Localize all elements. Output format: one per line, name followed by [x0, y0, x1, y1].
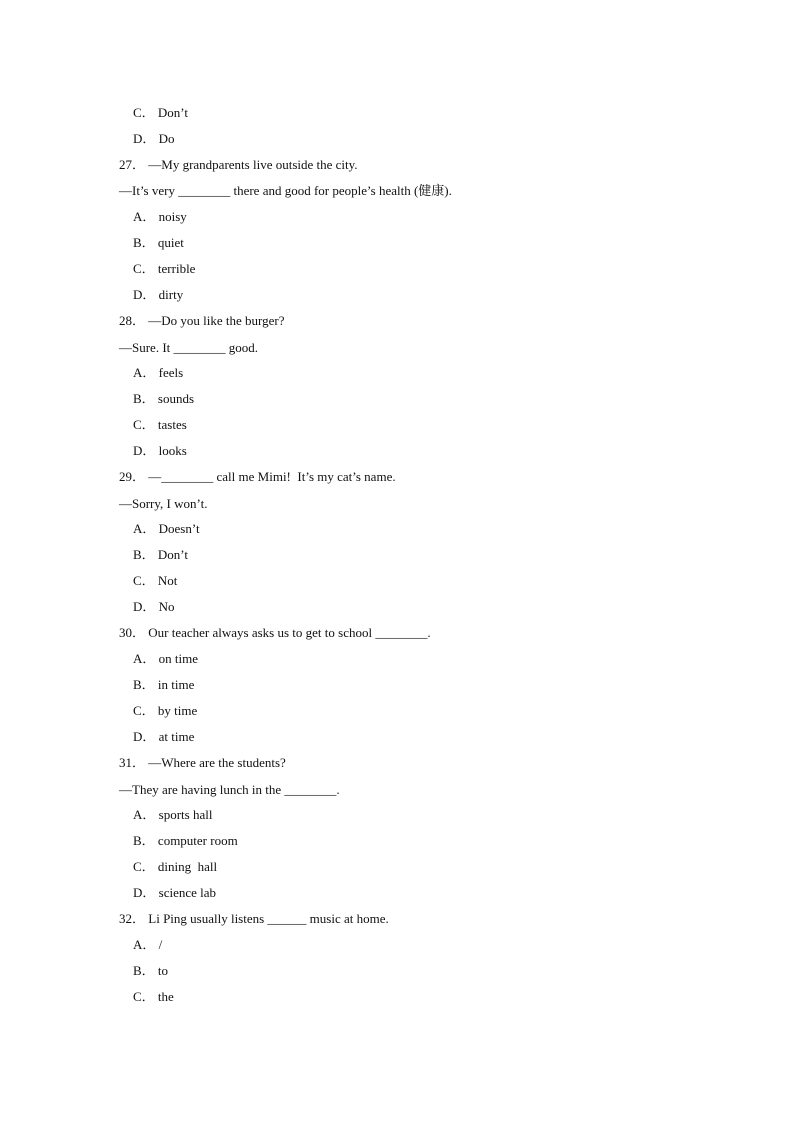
option-letter: B．	[133, 547, 155, 562]
question-27-option-a	[133, 209, 187, 225]
question-30-stem	[119, 625, 431, 641]
question-28-stem	[119, 313, 285, 329]
option-text: No	[158, 599, 175, 614]
question-line: —Do you like the burger?	[148, 313, 285, 328]
option-letter: D．	[133, 287, 156, 302]
option-text: dirty	[158, 287, 184, 302]
option-letter: B．	[133, 677, 155, 692]
question-32-stem	[119, 911, 389, 927]
option-letter: C．	[133, 105, 155, 120]
question-32-option-a	[133, 937, 162, 953]
option-text: computer room	[157, 833, 238, 848]
option-text: Doesn’t	[158, 521, 200, 536]
question-31-option-b	[133, 833, 238, 849]
question-32-option-c	[133, 989, 174, 1005]
option-letter: B．	[133, 963, 155, 978]
option-text: Don’t	[157, 105, 189, 120]
question-27-reply: —It’s very ________ there and good for people’s health (健康).	[119, 183, 452, 198]
question-30-option-a	[133, 651, 198, 667]
question-27-option-b	[133, 235, 184, 251]
option-letter: A．	[133, 807, 156, 822]
question-31-stem	[119, 755, 286, 771]
question-28-option-d	[133, 443, 187, 459]
question-29-option-d	[133, 599, 175, 615]
question-line: —________ call me Mimi! It’s my cat’s name.	[148, 469, 396, 484]
question-31-option-d	[133, 885, 216, 901]
option-letter: A．	[133, 365, 156, 380]
question-28-option-b	[133, 391, 194, 407]
option-text: noisy	[158, 209, 187, 224]
question-number: 28．	[119, 313, 146, 328]
question-28-option-a	[133, 365, 183, 381]
option-text: looks	[158, 443, 187, 458]
option-text: on time	[158, 651, 198, 666]
question-line: Our teacher always asks us to get to school ________.	[148, 625, 431, 640]
question-line: —My grandparents live outside the city.	[148, 157, 358, 172]
question-27-stem	[119, 157, 358, 173]
question-32-option-b	[133, 963, 168, 979]
option-text: sports hall	[158, 807, 213, 822]
question-31-option-a	[133, 807, 212, 823]
option-text: sounds	[157, 391, 195, 406]
option-letter: A．	[133, 521, 156, 536]
option-letter: A．	[133, 937, 156, 952]
option-text: to	[157, 963, 169, 978]
question-line: Li Ping usually listens ______ music at home.	[148, 911, 389, 926]
question-30-option-c	[133, 703, 197, 719]
question-29-reply: —Sorry, I won’t.	[119, 496, 208, 511]
question-number: 30．	[119, 625, 146, 640]
option-letter: C．	[133, 703, 155, 718]
option-letter: D．	[133, 131, 156, 146]
question-31-reply: —They are having lunch in the ________.	[119, 782, 340, 797]
question-30-option-d	[133, 729, 194, 745]
option-text: in time	[157, 677, 195, 692]
option-text: tastes	[157, 417, 187, 432]
question-27-option-c	[133, 261, 195, 277]
option-text: Do	[158, 131, 175, 146]
option-text: by time	[157, 703, 198, 718]
question-number: 31．	[119, 755, 146, 770]
option-letter: B．	[133, 833, 155, 848]
question-29-option-c	[133, 573, 177, 589]
option-letter: B．	[133, 391, 155, 406]
option-text: terrible	[157, 261, 196, 276]
option-letter: C．	[133, 859, 155, 874]
option-text: dining hall	[157, 859, 218, 874]
option-text: the	[157, 989, 174, 1004]
question-29-option-b	[133, 547, 188, 563]
question-number: 27．	[119, 157, 146, 172]
option-letter: C．	[133, 573, 155, 588]
question-28-option-c	[133, 417, 187, 433]
option-text: quiet	[157, 235, 184, 250]
question-31-option-c	[133, 859, 217, 875]
option-letter: A．	[133, 651, 156, 666]
option-letter: D．	[133, 885, 156, 900]
question-29-option-a	[133, 521, 200, 537]
option-text: feels	[158, 365, 184, 380]
option-d	[133, 131, 175, 147]
question-30-option-b	[133, 677, 194, 693]
question-28-reply: —Sure. It ________ good.	[119, 340, 259, 355]
option-letter: C．	[133, 417, 155, 432]
option-letter: D．	[133, 443, 156, 458]
question-line: —Where are the students?	[148, 755, 286, 770]
option-letter: B．	[133, 235, 155, 250]
option-text: science lab	[158, 885, 217, 900]
question-number: 32．	[119, 911, 146, 926]
option-letter: D．	[133, 599, 156, 614]
option-text: Don’t	[157, 547, 189, 562]
option-letter: D．	[133, 729, 156, 744]
option-letter: C．	[133, 989, 155, 1004]
option-text: /	[158, 937, 163, 952]
option-c	[133, 105, 188, 121]
option-text: at time	[158, 729, 195, 744]
option-letter: A．	[133, 209, 156, 224]
option-text: Not	[157, 573, 178, 588]
question-29-stem	[119, 469, 396, 485]
question-27-option-d	[133, 287, 183, 303]
option-letter: C．	[133, 261, 155, 276]
question-number: 29．	[119, 469, 146, 484]
